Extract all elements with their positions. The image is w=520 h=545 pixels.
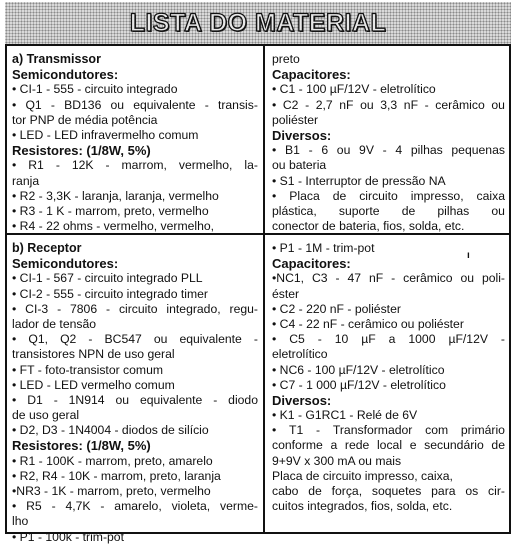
list-item: • R2 - 3,3K - laranja, laranja, vermelho — [12, 188, 219, 203]
title-banner — [5, 2, 511, 46]
list-item: 9+9V x 300 mA ou mais — [272, 453, 402, 468]
list-item: • C2 - 220 nF - poliéster — [272, 301, 401, 316]
list-item: • CI-1 - 567 - circuito integrado PLL — [12, 271, 203, 286]
list-item: preto — [272, 52, 300, 66]
list-item: eletrolítico — [272, 347, 328, 362]
list-item: • P1 - 1M - trim-pot — [272, 241, 375, 255]
group-heading: Resistores: (1/8W, 5%) — [12, 143, 151, 159]
list-item: • R1 - 100K - marrom, preto, amarelo — [12, 453, 213, 468]
list-item: • CI-1 - 555 - circuito integrado — [12, 82, 178, 97]
section-heading: a) Transmissor — [12, 52, 101, 66]
transmissor-right-column — [272, 52, 505, 234]
list-item: • Q1 - BD136 ou equivalente - transis- — [12, 97, 258, 112]
list-item: • R1 - 12K - marrom, vermelho, la- — [12, 158, 258, 173]
list-item: poliéster — [272, 112, 319, 127]
receptor-right-column — [272, 241, 505, 514]
group-heading: Diversos: — [272, 392, 332, 408]
list-item: • Q1, Q2 - BC547 ou equivalente - — [12, 332, 258, 347]
group-heading: Capacitores: — [272, 256, 351, 272]
group-heading: Resistores: (1/8W, 5%) — [12, 438, 151, 454]
list-item: • C4 - 22 nF - cerâmico ou poliéster — [272, 316, 464, 331]
list-item: • LED - LED vermelho comum — [12, 377, 175, 392]
list-item: • R4 - 22 ohms - vermelho, vermelho, — [12, 219, 215, 234]
list-item: cuitos integrados, fios, solda, etc. — [272, 499, 453, 514]
stray-mark: ı — [467, 250, 470, 261]
list-item: • S1 - Interruptor de pressão NA — [272, 173, 446, 188]
list-item: • NC6 - 100 µF/12V - eletrolítico — [272, 362, 445, 377]
list-item: • C7 - 1 000 µF/12V - eletrolítico — [272, 377, 446, 392]
group-heading: Diversos: — [272, 127, 332, 143]
list-item: • CI-3 - 7806 - circuito integrado, regu- — [12, 301, 258, 316]
list-item: • R3 - 1 K - marrom, preto, vermelho — [12, 203, 209, 218]
list-item: lador de tensão — [12, 316, 97, 331]
list-item: conforme a rede local e secundário de — [272, 438, 505, 453]
list-item: tor PNP de média potência — [12, 112, 158, 127]
group-heading: Semicondutores: — [12, 67, 119, 83]
column-divider-transmissor — [263, 46, 265, 233]
list-item: transistores NPN de uso geral — [12, 347, 175, 362]
list-item: • CI-2 - 555 - circuito integrado timer — [12, 286, 208, 301]
transmissor-left-column — [12, 52, 258, 234]
list-item: cabo de força, soquetes para os cir- — [272, 484, 505, 498]
list-item: •NC1, C3 - 47 nF - cerâmico ou poli- — [272, 271, 505, 286]
list-item: • K1 - G1RC1 - Relé de 6V — [272, 408, 418, 423]
list-item: • P1 - 100k - trim-pot — [12, 529, 124, 544]
list-item: • FT - foto-transistor comum — [12, 362, 163, 377]
list-item: • C2 - 2,7 nF ou 3,3 nF - cerâmico ou — [272, 97, 505, 112]
list-item: •NR3 - 1K - marrom, preto, vermelho — [12, 484, 211, 498]
list-item: ranja — [12, 173, 40, 188]
list-item: • R5 - 4,7K - amarelo, violeta, verme- — [12, 499, 258, 514]
list-item: éster — [272, 286, 300, 301]
list-item: ou bateria — [272, 158, 327, 173]
list-item: • B1 - 6 ou 9V - 4 pilhas pequenas — [272, 143, 505, 158]
list-item: lho — [12, 514, 29, 529]
list-item: • C1 - 100 µF/12V - eletrolítico — [272, 82, 436, 97]
section-heading: b) Receptor — [12, 241, 82, 255]
list-item: • Placa de circuito impresso, caixa — [272, 188, 505, 203]
column-divider-receptor — [263, 235, 265, 534]
list-item: • T1 - Transformador com primário — [272, 423, 505, 438]
list-item: • C5 - 10 µF a 1000 µF/12V - — [272, 332, 505, 347]
group-heading: Capacitores: — [272, 67, 351, 83]
list-item: • D2, D3 - 1N4004 - diodos de silício — [12, 423, 209, 438]
list-item: • R2, R4 - 10K - marrom, preto, laranja — [12, 468, 221, 483]
list-item: de uso geral — [12, 408, 80, 423]
list-item: Placa de circuito impresso, caixa, — [272, 468, 453, 483]
list-item: • LED - LED infravermelho comum — [12, 127, 199, 142]
list-item: conector de bateria, fios, solda, etc. — [272, 219, 465, 234]
list-item: • D1 - 1N914 ou equivalente - diodo — [12, 392, 258, 407]
group-heading: Semicondutores: — [12, 256, 119, 272]
list-item: plástica, suporte de pilhas ou — [272, 203, 505, 218]
page-title: LISTA DO MATERIAL — [129, 8, 387, 37]
receptor-left-column — [12, 241, 258, 545]
